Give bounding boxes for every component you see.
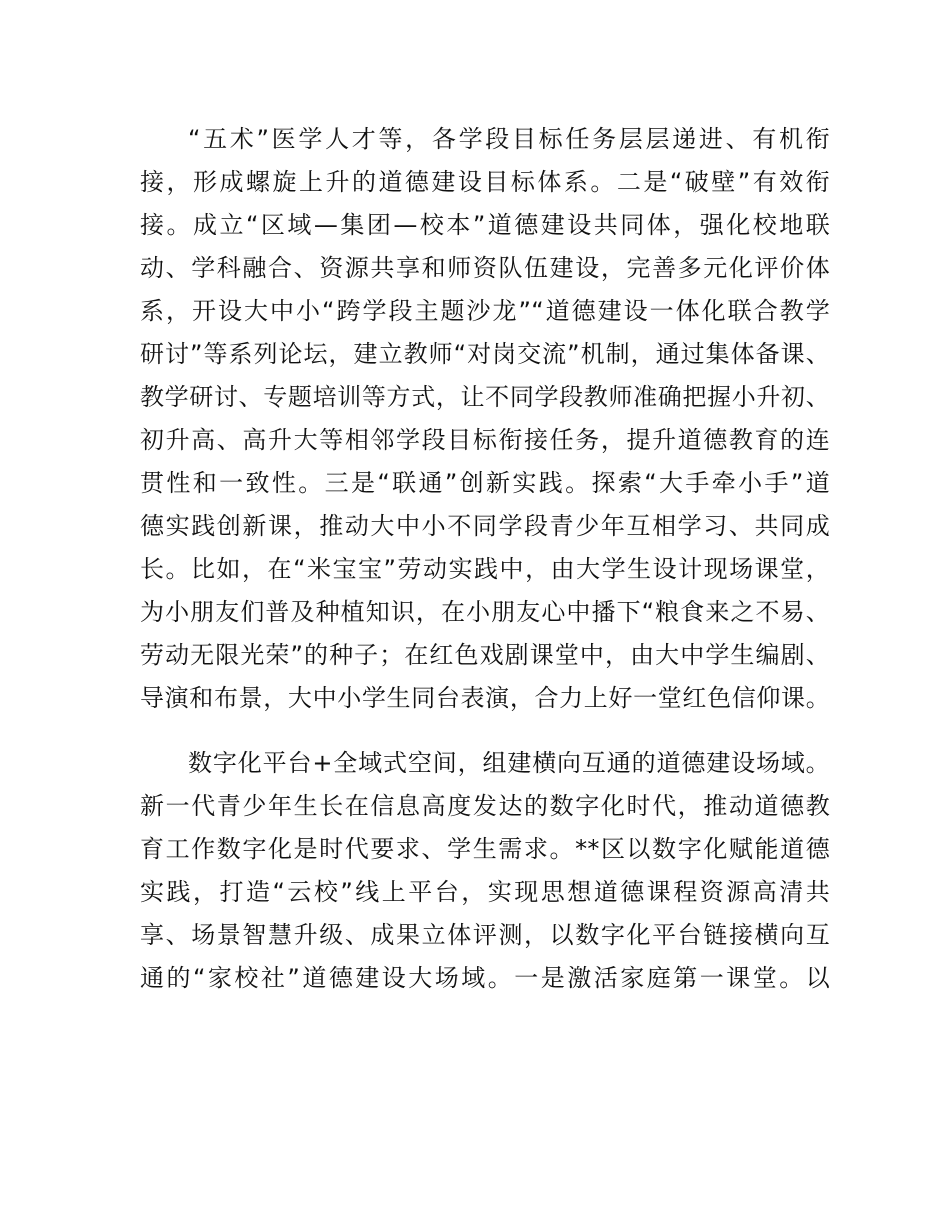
- text-line: 研讨”等系列论坛，建立教师“对岗交流”机制，通过集体备课、: [140, 340, 830, 368]
- text-line: 享、场景智慧升级、成果立体评测，以数字化平台链接横向互: [140, 921, 830, 949]
- text-line: 动、学科融合、资源共享和师资队伍建设，完善多元化评价体: [140, 254, 830, 282]
- text-line: 为小朋友们普及种植知识，在小朋友心中播下“粮食来之不易、: [140, 598, 830, 626]
- text-line: 导演和布景，大中小学生同台表演，合力上好一堂红色信仰课。: [140, 684, 830, 712]
- text-line: “五术”医学人才等，各学段目标任务层层递进、有机衔: [188, 125, 830, 153]
- text-line: 初升高、高升大等相邻学段目标衔接任务，提升道德教育的连: [140, 426, 830, 454]
- text-line: 长。比如，在“米宝宝”劳动实践中，由大学生设计现场课堂，: [140, 555, 830, 583]
- paragraph-spacer: [140, 720, 830, 742]
- text-line: 接。成立“区域—集团—校本”道德建设共同体，强化校地联: [140, 211, 830, 239]
- paragraph-1: [140, 118, 830, 720]
- text-line: 育工作数字化是时代要求、学生需求。**区以数字化赋能道德: [140, 835, 830, 863]
- document-body: [140, 118, 830, 1000]
- text-line: 劳动无限光荣”的种子；在红色戏剧课堂中，由大中学生编剧、: [140, 641, 830, 669]
- text-line: 教学研讨、专题培训等方式，让不同学段教师准确把握小升初、: [140, 383, 830, 411]
- text-line: 通的“家校社”道德建设大场域。一是激活家庭第一课堂。以: [140, 964, 830, 992]
- text-line: 德实践创新课，推动大中小不同学段青少年互相学习、共同成: [140, 512, 830, 540]
- paragraph-2: [140, 742, 830, 1000]
- text-line: 新一代青少年生长在信息高度发达的数字化时代，推动道德教: [140, 792, 830, 820]
- text-line: 贯性和一致性。三是“联通”创新实践。探索“大手牵小手”道: [140, 469, 830, 497]
- text-line: 数字化平台+全域式空间，组建横向互通的道德建设场域。: [188, 749, 830, 777]
- text-line: 接，形成螺旋上升的道德建设目标体系。二是“破壁”有效衔: [140, 168, 830, 196]
- text-line: 实践，打造“云校”线上平台，实现思想道德课程资源高清共: [140, 878, 830, 906]
- text-line: 系，开设大中小“跨学段主题沙龙”“道德建设一体化联合教学: [140, 297, 830, 325]
